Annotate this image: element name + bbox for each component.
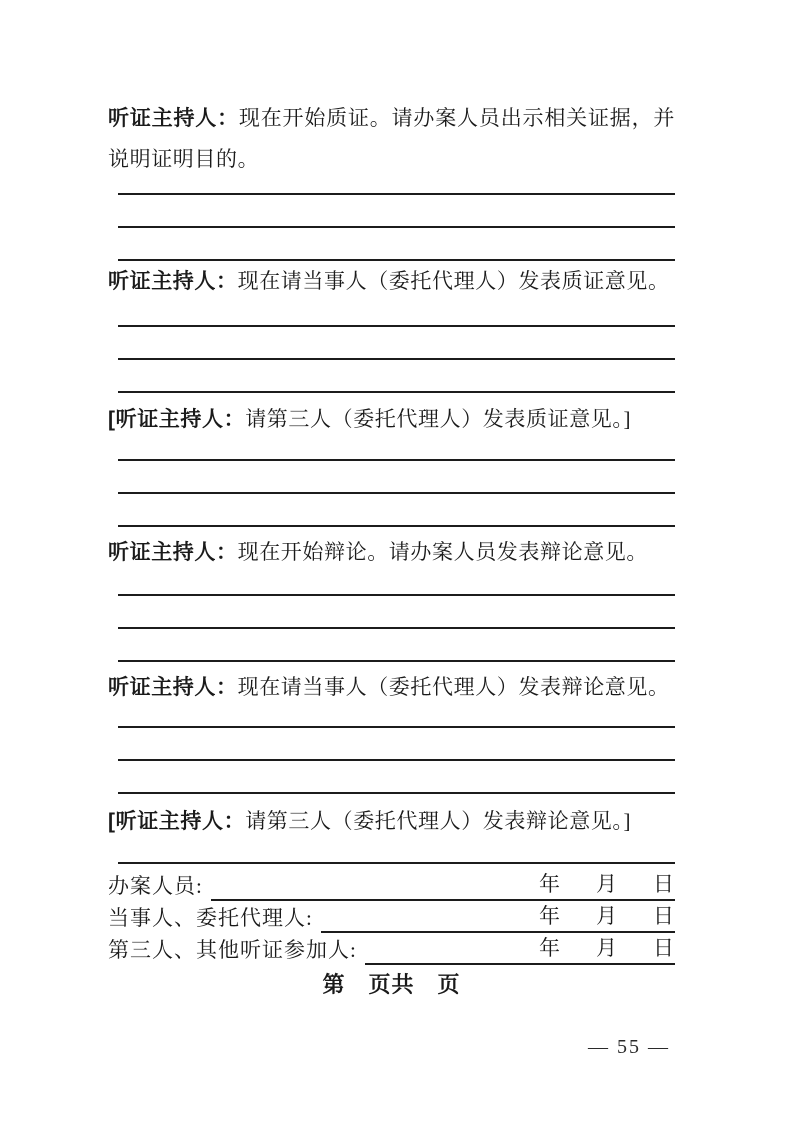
signature-label: 第三人、其他听证参加人:	[108, 938, 357, 962]
date-year-label: 年	[539, 936, 561, 960]
signature-row-third-party-participants	[108, 933, 675, 965]
date-month-label: 月	[596, 936, 618, 960]
blank-writing-line	[118, 459, 675, 461]
speaker-label: 听证主持人：	[108, 270, 238, 293]
signature-label: 当事人、委托代理人:	[108, 906, 313, 930]
speaker-label: 听证主持人：	[108, 676, 238, 699]
signature-line	[211, 869, 675, 901]
paragraph-third-party-debate	[108, 801, 675, 842]
blank-writing-line	[118, 391, 675, 393]
paragraph-party-cross-examination	[108, 261, 675, 302]
paragraph-text: 现在请当事人（委托代理人）发表质证意见。	[237, 269, 670, 293]
blank-writing-line	[118, 726, 675, 728]
signature-row-case-handlers	[108, 869, 675, 901]
paragraph-text: 请第三人（委托代理人）发表质证意见。]	[245, 407, 632, 431]
blank-writing-line	[118, 759, 675, 761]
blank-writing-line	[118, 862, 675, 864]
blank-writing-line	[118, 492, 675, 494]
signature-label: 办案人员:	[108, 874, 203, 898]
paragraph-evidence-presentation	[108, 98, 675, 179]
page-number: — 55 —	[588, 1036, 670, 1058]
document-content	[108, 98, 675, 999]
paragraph-text: 现在开始质证。请办案人员出示相关证据，并说明证明目的。	[108, 106, 676, 171]
blank-writing-line	[118, 627, 675, 629]
blank-writing-line	[118, 358, 675, 360]
speaker-label: [听证主持人：	[108, 810, 246, 833]
date-month-label: 月	[596, 872, 618, 896]
paragraph-party-debate	[108, 667, 675, 708]
speaker-label: 听证主持人：	[108, 541, 238, 564]
paragraph-text: 现在请当事人（委托代理人）发表辩论意见。	[237, 675, 670, 699]
date-day-label: 日	[653, 936, 675, 960]
paragraph-third-party-cross-examination	[108, 399, 675, 440]
blank-writing-line	[118, 594, 675, 596]
signature-row-party-agents	[108, 901, 675, 933]
paragraph-debate-start	[108, 532, 675, 573]
paragraph-text: 现在开始辩论。请办案人员发表辩论意见。	[237, 540, 649, 564]
paragraph-text: 请第三人（委托代理人）发表辩论意见。]	[245, 809, 632, 833]
blank-writing-line	[118, 660, 675, 662]
blank-writing-line	[118, 325, 675, 327]
signature-line	[321, 901, 675, 933]
blank-writing-line	[118, 525, 675, 527]
speaker-label: 听证主持人：	[108, 107, 239, 130]
date-month-label: 月	[596, 904, 618, 928]
date-day-label: 日	[653, 872, 675, 896]
blank-writing-line	[118, 226, 675, 228]
date-year-label: 年	[539, 872, 561, 896]
date-day-label: 日	[653, 904, 675, 928]
speaker-label: [听证主持人：	[108, 408, 246, 431]
date-year-label: 年	[539, 904, 561, 928]
page-counter: 第 页共 页	[322, 972, 461, 997]
blank-writing-line	[118, 193, 675, 195]
signature-line	[365, 933, 675, 965]
blank-writing-line	[118, 792, 675, 794]
